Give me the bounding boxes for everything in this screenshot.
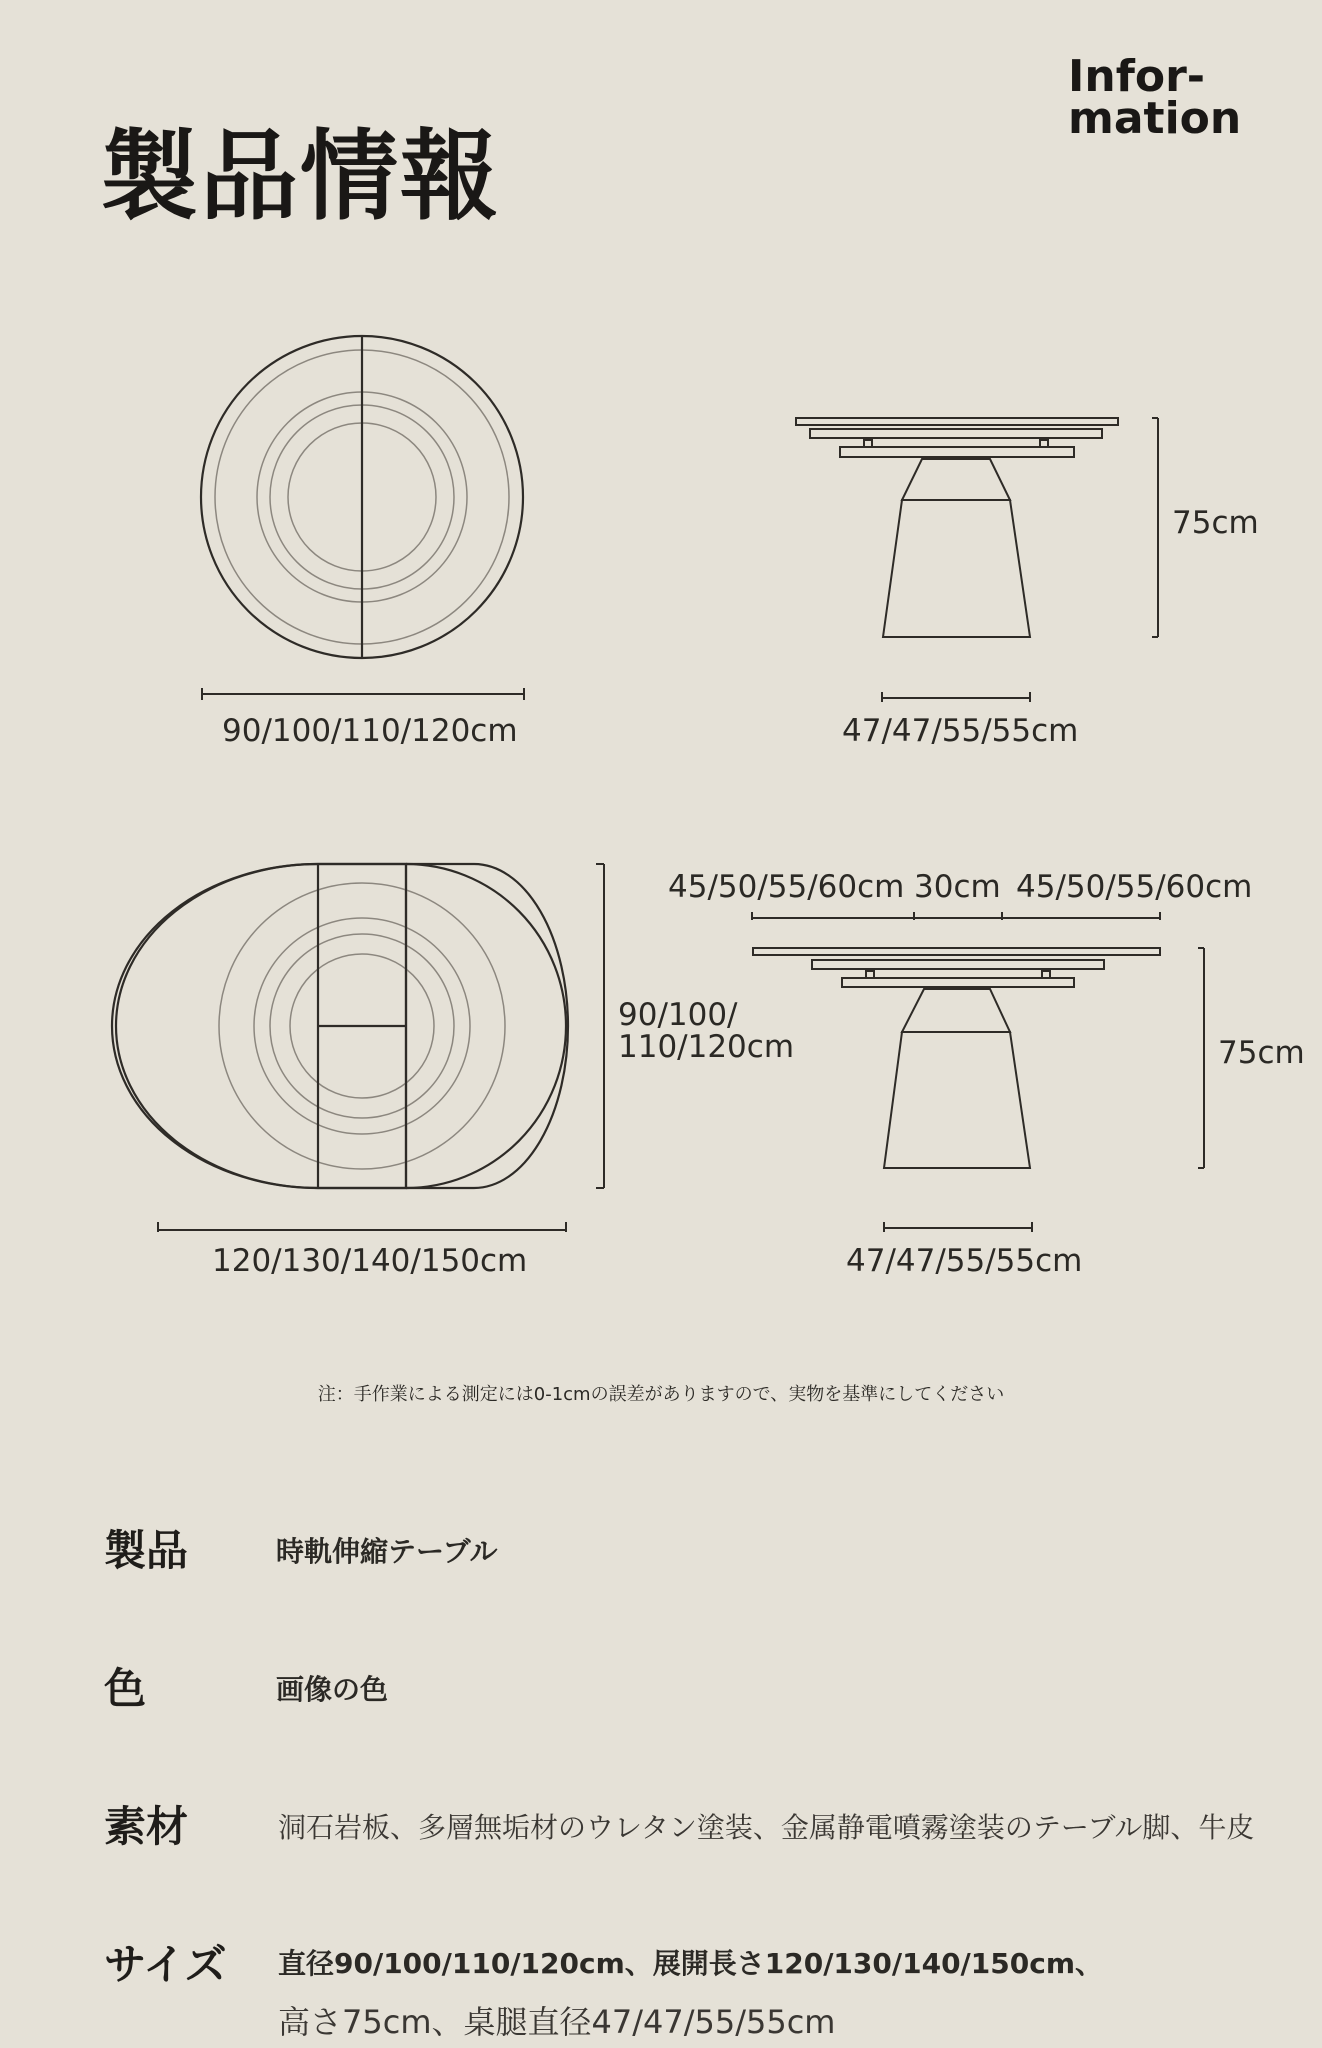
spec-value-color: 画像の色 <box>276 1673 389 1706</box>
spec-value-material-wrap <box>278 1810 1322 1850</box>
bottom-right-right-extension-label: 45/50/55/60cm <box>1016 869 1253 905</box>
spec-value-material: 洞石岩板、多層無垢材のウレタン塗装、金属静電噴霧塗装のテーブル脚、牛皮 <box>278 1811 1255 1844</box>
information-badge-line2: mation <box>1068 93 1242 144</box>
round-table-top-view <box>201 336 524 700</box>
spec-value-size-line2-wrap <box>278 2006 1322 2048</box>
spec-value-size-line2: 高さ75cm、桌腿直径47/47/55/55cm <box>278 2006 836 2041</box>
spec-value-size-line1: 直径90/100/110/120cm、展開長さ120/130/140/150cm、 <box>278 1947 1104 1980</box>
bottom-left-depth-label-line1: 90/100/ <box>618 997 738 1033</box>
bottom-left-depth-label-line2: 110/120cm <box>618 1029 795 1065</box>
information-badge-line1: Infor- <box>1068 51 1206 102</box>
bottom-left-width-label: 120/130/140/150cm <box>212 1243 528 1279</box>
top-right-base-label: 47/47/55/55cm <box>842 713 1079 749</box>
bottom-right-center-label: 30cm <box>914 869 1001 905</box>
spec-label-color: 色 <box>104 1664 147 1713</box>
top-right-height-label: 75cm <box>1172 505 1259 541</box>
top-left-width-label: 90/100/110/120cm <box>222 713 518 749</box>
spec-value-product: 時軌伸縮テーブル <box>276 1535 498 1568</box>
bottom-right-left-extension-label: 45/50/55/60cm <box>668 869 905 905</box>
spec-label-size: サイズ <box>104 1940 227 1989</box>
bottom-right-height-label: 75cm <box>1218 1035 1305 1071</box>
measurement-note: 注：手作業による測定には0-1cmの誤差がありますので、実物を基準にしてください <box>317 1384 1005 1405</box>
round-table-side-view <box>796 418 1158 702</box>
bottom-right-base-label: 47/47/55/55cm <box>846 1243 1083 1279</box>
spec-label-product: 製品 <box>104 1526 189 1575</box>
extended-table-top-view <box>112 864 604 1232</box>
extended-table-side-view <box>752 912 1204 1232</box>
spec-label-material: 素材 <box>104 1802 189 1851</box>
page-title: 製品情報 <box>100 120 501 234</box>
